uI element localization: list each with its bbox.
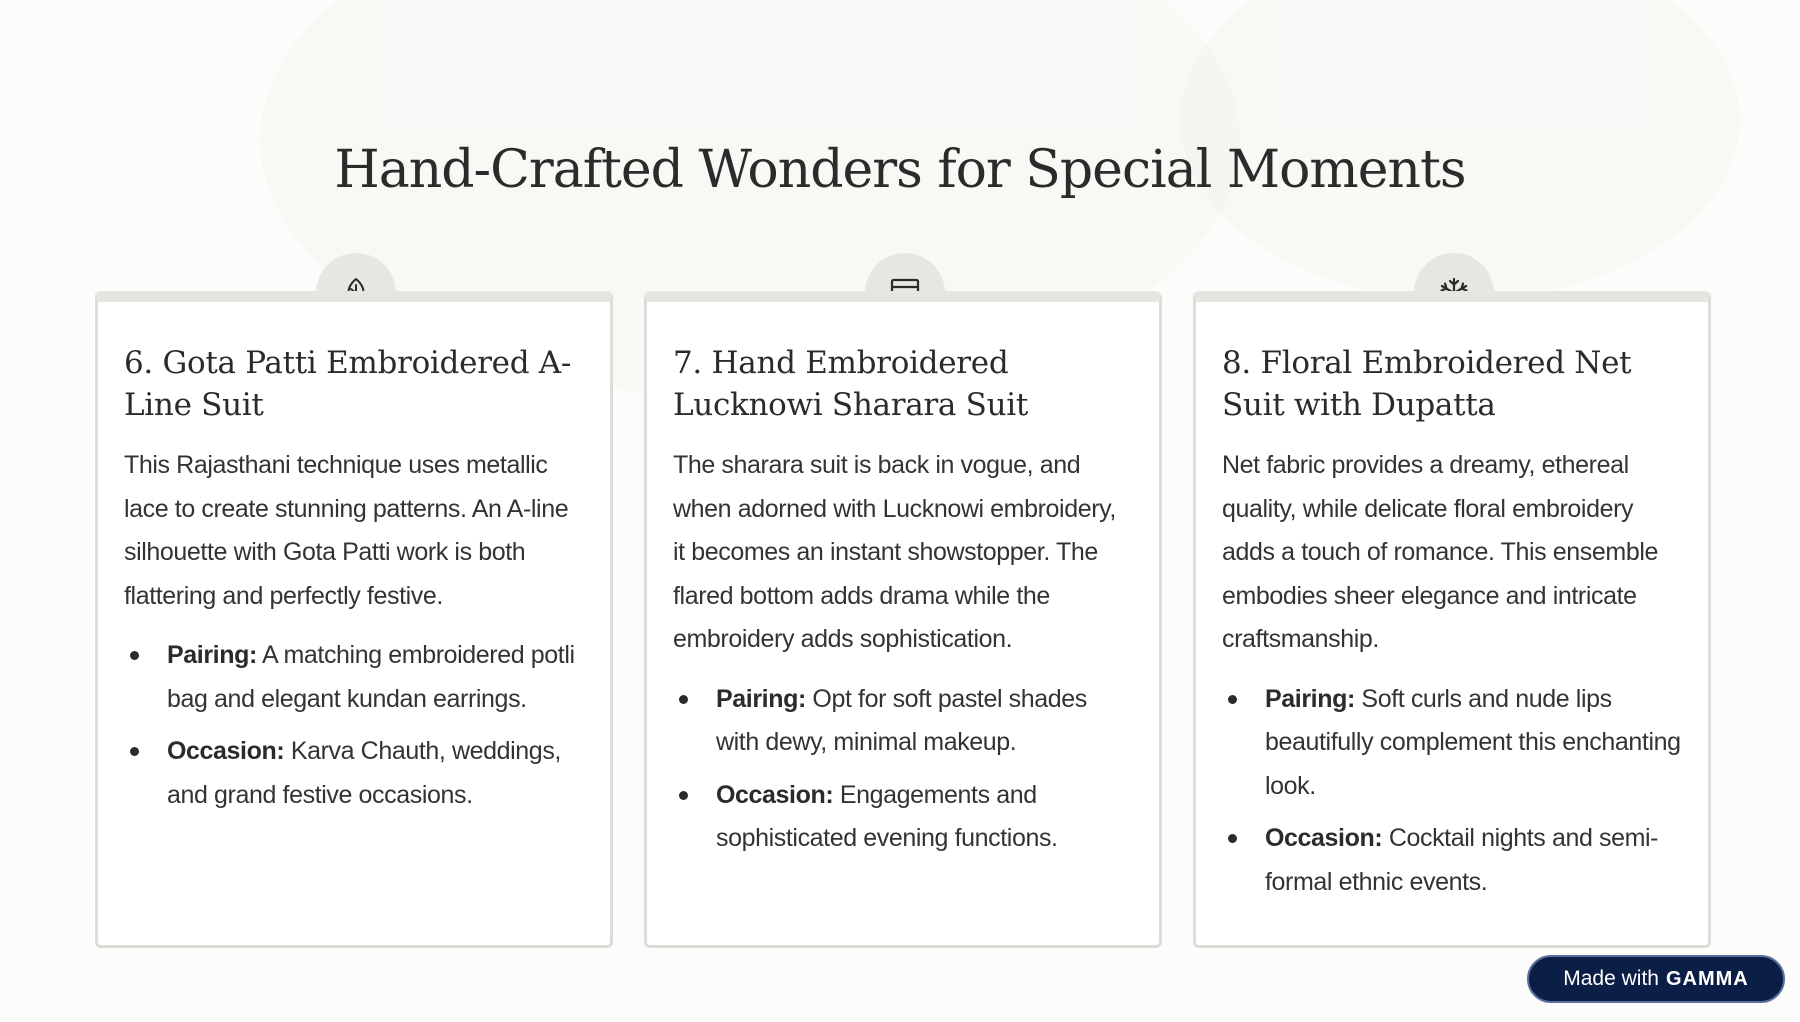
bullet-occasion [1222,817,1682,904]
bullet-list [1222,678,1682,905]
bullet-list [124,634,584,817]
card-description: Net fabric provides a dreamy, ethereal quality, while delicate floral embroidery adds a touch of romance. This ensemble embodies sheer elegance and intricate craftsmanship. [1222,451,1658,653]
card-title: 8. Floral Embroidered Net Suit with Dupatta [1222,345,1632,423]
card-title: 6. Gota Patti Embroidered A-Line Suit [124,345,572,423]
card-lucknowi-sharara [644,291,1162,948]
card-description: The sharara suit is back in vogue, and when adorned with Lucknowi embroidery, it becomes an instant showstopper. The flared bottom adds drama while the embroidery adds sophistication. [673,451,1116,653]
bullet-text: Engagements and sophisticated evening functions. [716,780,1058,852]
bullet-label: Pairing: [716,684,806,713]
card-description: This Rajasthani technique uses metallic lace to create stunning patterns. An A-line silhouette with Gota Patti work is both flattering and perfectly festive. [124,451,569,610]
bullet-label: Pairing: [167,641,257,669]
bullet-text: Opt for soft pastel shades with dewy, minimal makeup. [716,684,1087,756]
badge-prefix: Made with [1563,967,1659,990]
bullet-text: Karva Chauth, weddings, and grand festive occasions. [167,737,561,809]
bullet-text: A matching embroidered potli bag and elegant kundan earrings. [167,641,575,713]
bullet-label: Occasion: [1265,824,1383,852]
bullet-label: Pairing: [1265,684,1355,713]
cards-container [95,291,1711,948]
bullet-pairing [1222,678,1682,809]
bullet-label: Occasion: [716,780,834,809]
card-gota-patti [95,291,613,948]
card-floral-net [1193,291,1711,948]
bullet-text: Cocktail nights and semi-formal ethnic events. [1265,824,1659,896]
gamma-logo: GAMMA [1665,967,1749,990]
bullet-pairing [673,678,1133,765]
bullet-occasion [673,774,1133,861]
card-title: 7. Hand Embroidered Lucknowi Sharara Suit [673,345,1029,423]
bullet-label: Occasion: [167,737,285,765]
page-title: Hand-Crafted Wonders for Special Moments [334,140,1466,200]
made-with-gamma-badge[interactable] [1527,955,1785,1003]
bullet-pairing [124,634,584,721]
bullet-list [673,678,1133,861]
bullet-text: Soft curls and nude lips beautifully complement this enchanting look. [1265,684,1681,800]
bullet-occasion [124,730,584,817]
